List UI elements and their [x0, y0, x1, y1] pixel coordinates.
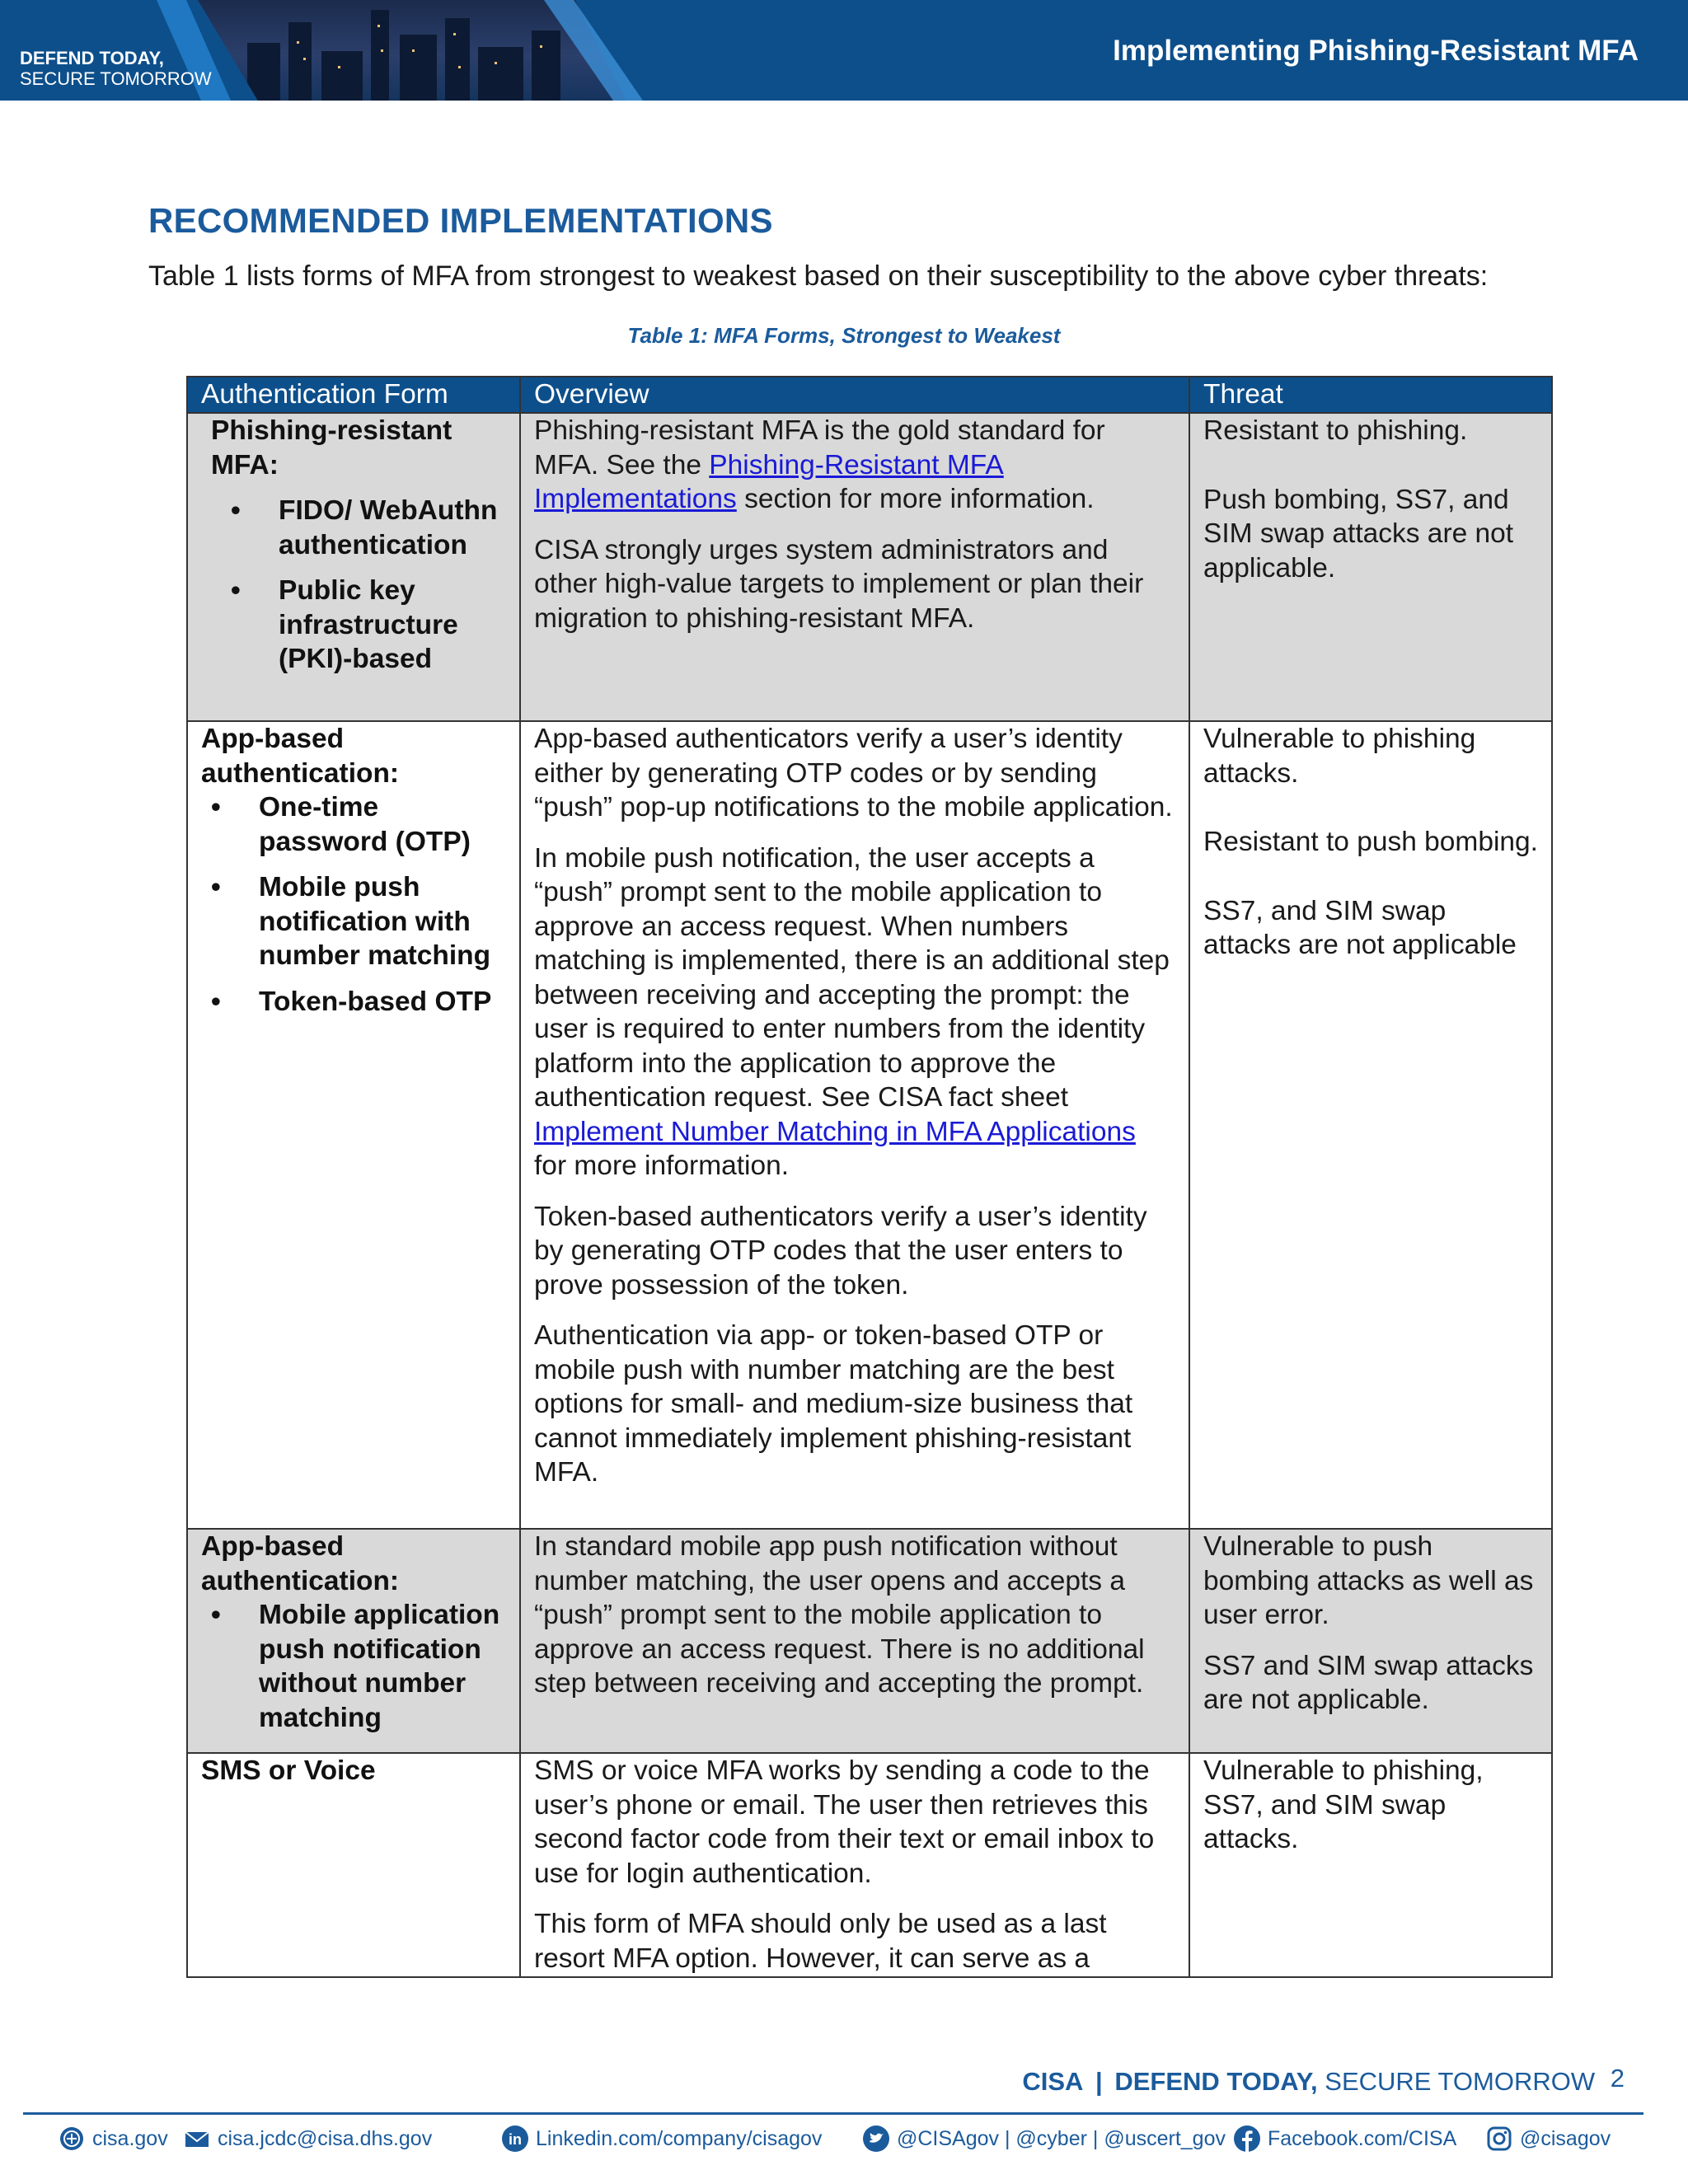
site-link-text[interactable]: cisa.gov	[92, 2126, 168, 2150]
form-list	[211, 494, 506, 677]
footer-brand	[1022, 2064, 1625, 2097]
overview-paragraph	[534, 841, 1175, 1183]
form-list	[201, 1598, 506, 1735]
document-title: Implementing Phishing-Resistant MFA	[1113, 35, 1639, 67]
table-row	[187, 413, 1552, 721]
overview-text: Phishing-resistant MFA is the gold standard for MFA. See the	[534, 415, 1105, 480]
overview-text: section for more information.	[736, 484, 1095, 514]
form-cell	[187, 413, 520, 721]
list-item: • Mobile application push notification without number matching	[259, 1598, 506, 1735]
overview-cell	[520, 1529, 1189, 1753]
threat-paragraph: Vulnerable to phishing attacks.	[1203, 724, 1476, 789]
linkedin-link-text[interactable]: Linkedin.com/company/cisagov	[536, 2126, 823, 2150]
overview-paragraph: SMS or voice MFA works by sending a code to the user’s phone or email. The user then retrieves this second factor code from their text or email inbox to use for login authentication.	[534, 1755, 1155, 1889]
phishing-resistant-mfa-link[interactable]: Phishing-Resistant MFA Implementations	[534, 449, 1004, 514]
overview-paragraph: In standard mobile app push notification without number matching, the user opens and accepts a “push” prompt sent to the mobile application to approve an access request. There is no additional step between receiving and accepting the prompt.	[534, 1531, 1145, 1699]
list-item: • One-time password (OTP)	[259, 790, 506, 859]
intro-paragraph: Table 1 lists forms of MFA from strongest to weakest based on their susceptibility to the above cyber threats:	[148, 260, 1489, 292]
form-cell	[187, 1753, 520, 1977]
table-header-row	[187, 377, 1552, 413]
facebook-link-text[interactable]: Facebook.com/CISA	[1268, 2126, 1457, 2150]
list-item: • FIDO/ WebAuthn authentication	[279, 494, 506, 562]
form-title: Phishing-resistant MFA:	[211, 415, 452, 480]
table-row	[187, 1753, 1552, 1977]
threat-cell	[1189, 1753, 1552, 1977]
form-cell	[187, 721, 520, 1529]
form-list	[201, 790, 506, 1019]
form-cell	[187, 1529, 520, 1753]
table-row	[187, 721, 1552, 1529]
cisa-seal-icon	[58, 2125, 86, 2153]
email-link-text[interactable]: cisa.jcdc@cisa.dhs.gov	[218, 2126, 433, 2150]
overview-paragraph: This form of MFA should only be used as a last resort MFA option. However, it can serve as a	[534, 1909, 1107, 1974]
threat-paragraph: Vulnerable to push bombing attacks as well as user error.	[1203, 1531, 1534, 1630]
header-banner	[0, 0, 1688, 101]
threat-paragraph: Resistant to phishing.	[1203, 415, 1468, 446]
threat-cell	[1189, 721, 1552, 1529]
threat-paragraph: Vulnerable to phishing, SS7, and SIM swap attacks.	[1203, 1755, 1484, 1854]
overview-paragraph: CISA strongly urges system administrators and other high-value targets to implement or plan their migration to phishing-resistant MFA.	[534, 534, 1144, 634]
footer-link-twitter[interactable]	[862, 2125, 1226, 2153]
footer-link-site[interactable]	[58, 2125, 168, 2153]
threat-cell	[1189, 413, 1552, 721]
footer-link-facebook[interactable]	[1233, 2125, 1456, 2153]
list-item: • Mobile push notification with number matching	[259, 870, 506, 973]
mfa-forms-table	[186, 376, 1553, 1978]
twitter-icon	[862, 2125, 890, 2153]
threat-paragraph: SS7, and SIM swap attacks are not applicable	[1203, 895, 1517, 960]
instagram-icon	[1485, 2125, 1513, 2153]
overview-cell	[520, 413, 1189, 721]
form-title: App-based authentication:	[201, 1531, 400, 1596]
header-overview: Overview	[520, 377, 1189, 413]
list-item: • Public key infrastructure (PKI)-based	[279, 574, 506, 677]
threat-paragraph: Resistant to push bombing.	[1203, 827, 1538, 857]
page-number: 2	[1610, 2064, 1625, 2093]
section-heading: RECOMMENDED IMPLEMENTATIONS	[148, 201, 773, 240]
instagram-link-text[interactable]: @cisagov	[1520, 2126, 1611, 2150]
linkedin-icon	[501, 2125, 529, 2153]
table-caption: Table 1: MFA Forms, Strongest to Weakest	[627, 323, 1061, 348]
list-item: • Token-based OTP	[259, 985, 506, 1019]
footer-secure: SECURE TOMORROW	[1325, 2067, 1596, 2096]
overview-text: for more information.	[534, 1151, 790, 1181]
overview-paragraph: App-based authenticators verify a user’s identity either by generating OTP codes or by sending “push” pop-up notifications to the mobile application.	[534, 724, 1173, 823]
header-threat: Threat	[1189, 377, 1552, 413]
mail-icon	[183, 2125, 211, 2153]
facebook-icon	[1233, 2125, 1261, 2153]
footer-links	[58, 2125, 1640, 2158]
svg-text:in: in	[509, 2131, 522, 2148]
form-title: App-based authentication:	[201, 724, 400, 789]
footer-link-linkedin[interactable]	[501, 2125, 822, 2153]
overview-cell	[520, 721, 1189, 1529]
table-row	[187, 1529, 1552, 1753]
threat-paragraph: Push bombing, SS7, and SIM swap attacks are not applicable.	[1203, 484, 1514, 583]
overview-cell	[520, 1753, 1189, 1977]
tagline-defend: DEFEND TODAY,	[20, 48, 164, 68]
form-title: SMS or Voice	[201, 1755, 376, 1786]
threat-paragraph: SS7 and SIM swap attacks are not applicable.	[1203, 1650, 1534, 1715]
footer-cisa: CISA	[1022, 2067, 1084, 2096]
overview-paragraph: Token-based authenticators verify a user’s identity by generating OTP codes that the user enters to prove possession of the token.	[534, 1201, 1147, 1301]
banner-tagline	[20, 48, 212, 89]
footer-divider	[23, 2112, 1643, 2115]
overview-paragraph: Authentication via app- or token-based OTP or mobile push with number matching are the best options for small- and medium-size business that cannot immediately implement phishing-resistant MFA.	[534, 1320, 1133, 1488]
footer-separator: |	[1095, 2067, 1103, 2096]
header-authentication-form: Authentication Form	[187, 377, 520, 413]
footer-defend: DEFEND TODAY,	[1114, 2067, 1318, 2096]
threat-cell	[1189, 1529, 1552, 1753]
overview-paragraph	[534, 414, 1175, 517]
overview-text: In mobile push notification, the user accepts a “push” prompt sent to the mobile application to approve an access request. When numbers matching is implemented, there is an additional step between receiving and accepting the prompt: the user is required to enter numbers from the identity platform into the application to approve the authentication request. See CISA fact sheet	[534, 842, 1170, 1113]
footer-link-email[interactable]	[183, 2125, 432, 2153]
number-matching-fact-sheet-link[interactable]: Implement Number Matching in MFA Applications	[534, 1116, 1136, 1147]
footer-link-instagram[interactable]	[1485, 2125, 1611, 2153]
twitter-link-text[interactable]: @CISAgov | @cyber | @uscert_gov	[897, 2126, 1226, 2150]
tagline-secure: SECURE TOMORROW	[20, 68, 212, 89]
